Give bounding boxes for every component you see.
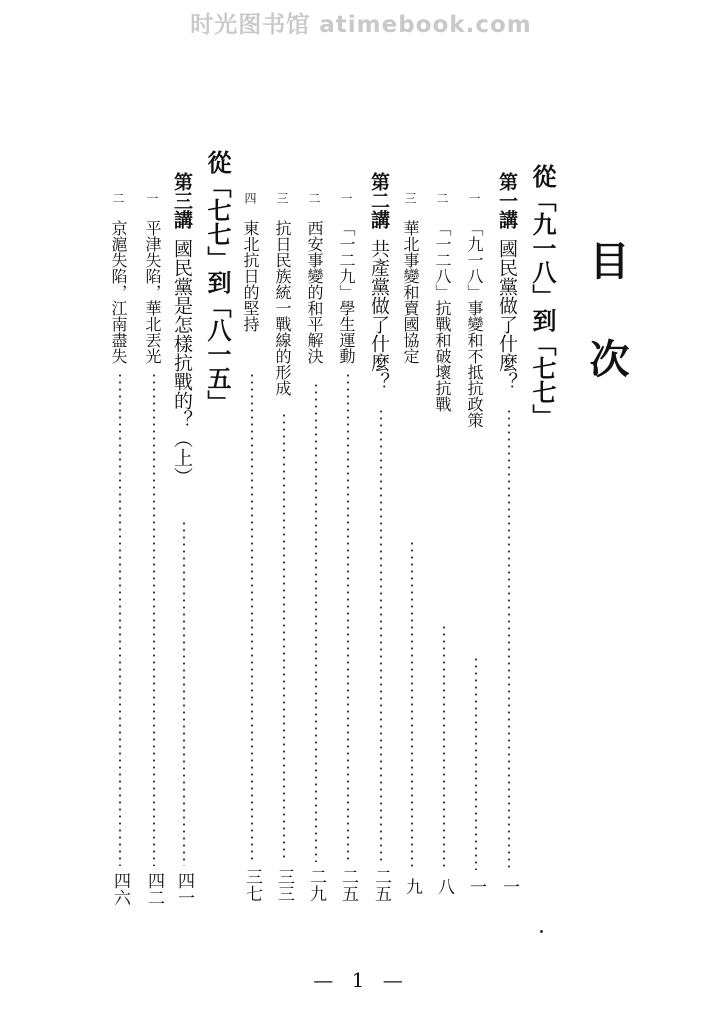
lecture-row-1-text <box>497 172 516 391</box>
lecture-row-3 <box>172 0 196 1024</box>
dot-leader <box>119 372 121 866</box>
dot-leader <box>347 372 349 862</box>
section-row-1-1-num: 一 <box>467 192 481 204</box>
section-row-1-2-page: 八 <box>434 878 454 895</box>
section-row-1-1-title: 「九一八」事變和不抵抗政策 <box>465 220 484 428</box>
ink-speck <box>540 930 543 933</box>
lecture-row-2-page: 二五 <box>371 868 391 902</box>
lecture-row-1-page: 一 <box>499 878 519 895</box>
dot-leader <box>283 412 285 862</box>
dot-leader <box>315 382 317 862</box>
section-row-3-1-num: 一 <box>145 192 159 204</box>
lecture-row-3-text <box>172 172 191 486</box>
dot-leader <box>153 372 155 866</box>
section-row-2-2-title: 西安事變的和平解決 <box>305 220 324 364</box>
section-row-1-1-text <box>466 192 482 428</box>
section-row-1-2-num: 二 <box>435 192 449 204</box>
section-row-2-1 <box>338 0 358 1024</box>
section-row-2-4-page: 三七 <box>242 868 262 902</box>
section-row-1-3-title: 華北事變和賣國協定 <box>401 220 420 364</box>
section-row-2-4-num: 四 <box>243 192 257 204</box>
section-row-2-2-page: 二九 <box>306 868 326 902</box>
part-heading-2-text: 從「七七」到「八一五」 <box>203 150 232 414</box>
section-row-1-3 <box>402 0 422 1024</box>
part-heading-1-text: 從「九一八」到「七七」 <box>528 164 557 428</box>
lecture-row-2-label: 第二講 <box>368 172 390 229</box>
section-row-2-1-title: 「一二九」學生運動 <box>337 220 356 364</box>
section-row-1-2-title: 「一二八」抗戰和破壞抗戰 <box>433 220 452 412</box>
section-row-3-1-text <box>144 192 160 364</box>
section-row-3-2 <box>110 0 130 1024</box>
section-row-2-2-num: 二 <box>307 192 321 204</box>
section-row-2-4-title: 東北抗日的堅持 <box>241 220 260 332</box>
section-row-1-1-page: 一 <box>466 878 486 895</box>
section-row-2-2 <box>306 0 326 1024</box>
dot-leader <box>380 408 382 862</box>
section-row-1-2-text <box>434 192 450 412</box>
section-row-2-4-text <box>242 192 258 332</box>
dot-leader <box>475 656 477 870</box>
part-heading-1 <box>530 0 560 1024</box>
section-row-2-1-text <box>338 192 354 364</box>
lecture-row-2-text <box>369 172 388 391</box>
section-row-3-2-text <box>110 192 126 364</box>
dot-leader <box>508 408 510 870</box>
section-row-3-2-title: 京滬失陷，江南盡失 <box>109 220 128 364</box>
section-row-2-1-page: 二五 <box>338 868 358 902</box>
section-row-2-3-num: 三 <box>275 192 289 204</box>
lecture-row-3-page: 四一 <box>174 872 194 906</box>
section-row-1-3-page: 九 <box>402 878 422 895</box>
dot-leader <box>411 540 413 870</box>
section-row-2-3 <box>274 0 294 1024</box>
lecture-row-1-label: 第一講 <box>496 172 518 229</box>
dot-leader <box>251 372 253 862</box>
lecture-row-3-title: 國民黨是怎樣抗戰的？（上） <box>171 239 193 486</box>
lecture-row-2 <box>369 0 393 1024</box>
section-row-3-1-page: 四二 <box>144 872 164 906</box>
section-row-2-3-page: 三三 <box>274 868 294 902</box>
lecture-row-2-title: 共產黨做了什麼？ <box>368 239 390 391</box>
section-row-3-1-title: 平津失陷，華北丟光 <box>143 220 162 364</box>
section-row-1-2 <box>434 0 454 1024</box>
section-row-1-1 <box>466 0 486 1024</box>
lecture-row-3-label: 第三講 <box>171 172 193 229</box>
section-row-1-3-text <box>402 192 418 364</box>
section-row-1-3-num: 三 <box>403 192 417 204</box>
part-heading-2 <box>205 0 235 1024</box>
section-row-3-2-page: 四六 <box>110 872 130 906</box>
section-row-2-2-text <box>306 192 322 364</box>
section-row-2-1-num: 一 <box>339 192 353 204</box>
section-row-2-4 <box>242 0 262 1024</box>
watermark: 时光图书馆 atimebook.com <box>190 12 532 38</box>
page-number: — 1 — <box>313 968 409 992</box>
dot-leader <box>183 520 185 866</box>
toc-heading: 目次 <box>583 240 630 436</box>
dot-leader <box>443 624 445 870</box>
lecture-row-1-title: 國民黨做了什麼？ <box>496 239 518 391</box>
section-row-2-3-text <box>274 192 290 396</box>
section-row-2-3-title: 抗日民族統一戰線的形成 <box>273 220 292 396</box>
lecture-row-1 <box>497 0 521 1024</box>
section-row-3-1 <box>144 0 164 1024</box>
section-row-3-2-num: 二 <box>111 192 125 204</box>
